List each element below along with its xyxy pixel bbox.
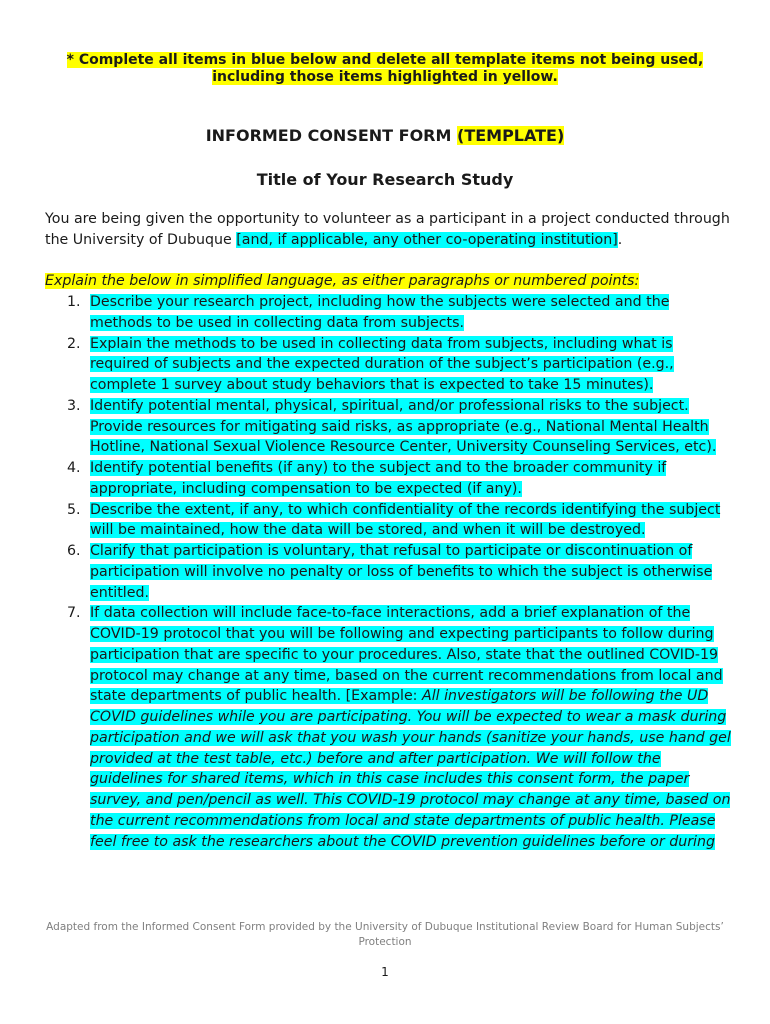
item-number: 3. bbox=[67, 397, 81, 414]
template-tag: (TEMPLATE) bbox=[457, 126, 565, 145]
item-number: 7. bbox=[67, 605, 81, 622]
instructions bbox=[45, 271, 735, 292]
item-number: 6. bbox=[67, 543, 81, 559]
item-text: Clarify that participation is voluntary, that refusal to participate or discontinuation of participation will involve no penalty or loss of benefits to which the subject is otherwise entitled. bbox=[90, 543, 713, 601]
template-notice bbox=[40, 52, 730, 86]
requirements-list bbox=[45, 292, 735, 852]
item-number: 1. bbox=[67, 294, 81, 310]
item-text: If data collection will include face-to-face interactions, add a brief explanation of the COVID-19 protocol that you will be following and expecting participants to follow during participation that are specific to your procedures. Also, state that the outlined COVID-19 protocol may change at any time, based on the current recommendations from local and state departments of public health. [Example: bbox=[90, 605, 723, 705]
item-number: 5. bbox=[67, 501, 81, 518]
item-text: Identify potential mental, physical, spiritual, and/or professional risks to the subject. Provide resources for mitigating said risks, as appropriate (e.g., National Mental Health Hotline, National Sexual Violence Resource Center, University Counseling Services, etc). bbox=[90, 397, 717, 456]
item-text: Explain the methods to be used in collecting data from subjects, including what is required of subjects and the expected duration of the subject’s participation (e.g., complete 1 survey about study behaviors that is expected to take 15 minutes). bbox=[90, 335, 674, 393]
study-title: Title of Your Research Study bbox=[256, 170, 514, 189]
covid-example-text: All investigators will be following the UD COVID guidelines while you are participating. You will be expected to wear a mask during participation and we will ask that you wash your hands (sanitize your hands, use hand gel provided at the test table, etc.) before and after participation. We will follow the guidelines for shared items, which in this case includes this consent form, the paper survey, and pen/pencil as well. This COVID-19 protocol may change at any time, based on the current recommendations from local and state departments of public health. Please feel free to ask the researchers about the COVID prevention guidelines before or during bbox=[90, 688, 731, 850]
page-footer: Adapted from the Informed Consent Form provided by the University of Dubuque Institutional Review Board for Human Subjects’ Protection bbox=[46, 921, 724, 948]
form-title-text: INFORMED CONSENT FORM bbox=[205, 126, 457, 145]
intro-end: . bbox=[617, 232, 623, 248]
item-number: 2. bbox=[67, 335, 81, 352]
list-item bbox=[45, 396, 735, 458]
list-item bbox=[45, 292, 735, 334]
intro-text: You are being given the opportunity to volunteer as a participant in a project conducted through the University of Dubuque bbox=[45, 211, 730, 248]
item-text: Identify potential benefits (if any) to the subject and to the broader community if appropriate, including compensation to be expected (if any). bbox=[90, 460, 667, 497]
intro-paragraph bbox=[45, 209, 735, 251]
list-item bbox=[45, 458, 735, 500]
instructions-text: Explain the below in simplified language, as either paragraphs or numbered points: bbox=[45, 273, 640, 289]
notice-line-1: * Complete all items in blue below and delete all template items not being used, bbox=[66, 52, 704, 68]
form-title bbox=[0, 126, 770, 146]
list-item bbox=[45, 500, 735, 542]
item-text: Describe your research project, including how the subjects were selected and the methods to be used in collecting data from subjects. bbox=[90, 294, 670, 331]
intro-highlight: [and, if applicable, any other co-operating institution] bbox=[236, 232, 618, 248]
page-number: 1 bbox=[381, 965, 389, 979]
list-item bbox=[45, 334, 735, 396]
item-number: 4. bbox=[67, 460, 81, 476]
list-item bbox=[45, 541, 735, 603]
item-text: Describe the extent, if any, to which confidentiality of the records identifying the subject will be maintained, how the data will be stored, and when it will be destroyed. bbox=[90, 501, 721, 539]
notice-line-2: including those items highlighted in yellow. bbox=[212, 69, 558, 85]
list-item bbox=[45, 603, 735, 852]
